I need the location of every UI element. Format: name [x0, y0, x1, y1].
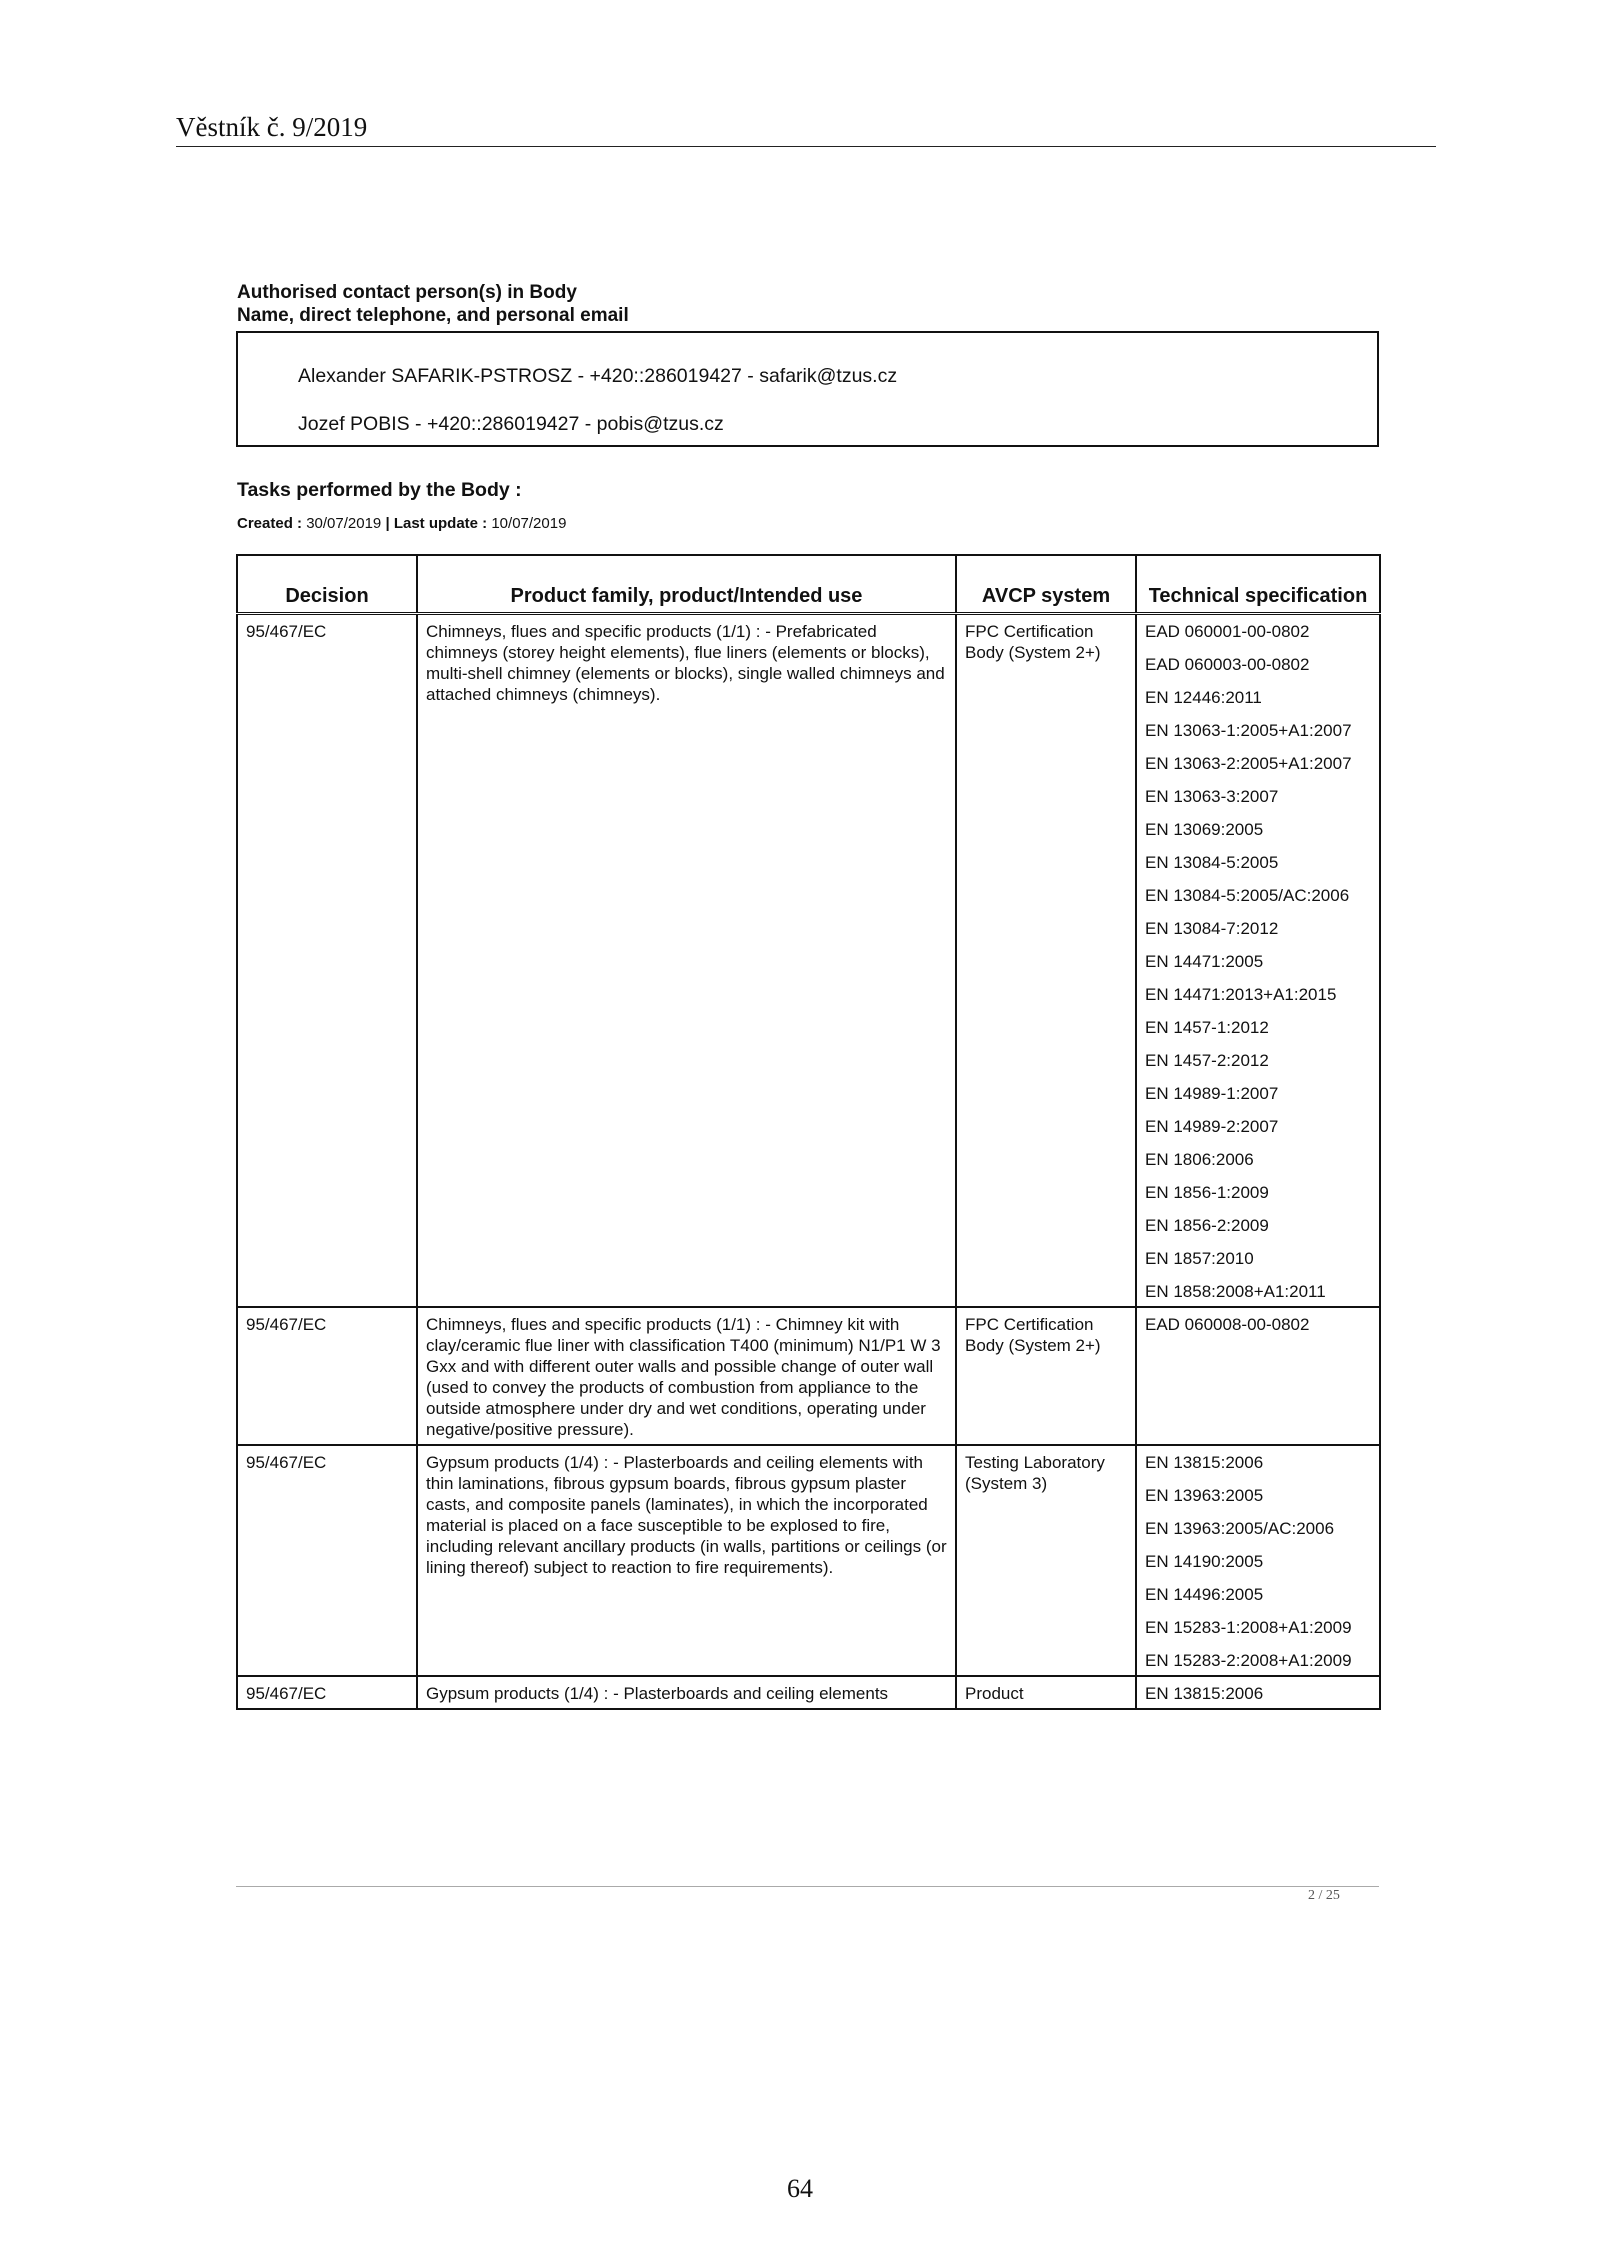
decision-cell: 95/467/EC — [237, 1307, 417, 1445]
specification-item: EN 1806:2006 — [1145, 1150, 1254, 1169]
table-header-row — [237, 555, 1380, 614]
specification-item: EN 13063-2:2005+A1:2007 — [1145, 754, 1352, 773]
column-header-technical-specification: Technical specification — [1136, 555, 1380, 614]
specification-item: EN 13815:2006 — [1145, 1453, 1264, 1472]
tasks-table — [236, 554, 1381, 1710]
created-label: Created : — [237, 515, 303, 532]
specification-item: EN 13063-1:2005+A1:2007 — [1145, 721, 1352, 740]
specification-cell — [1136, 1307, 1380, 1445]
specification-item: EN 14989-2:2007 — [1145, 1117, 1279, 1136]
contact-person-2: Jozef POBIS - +420::286019427 - pobis@tzus.cz — [298, 413, 724, 435]
avcp-cell: Product — [956, 1676, 1136, 1709]
decision-cell: 95/467/EC — [237, 1445, 417, 1676]
specification-item: EN 13084-5:2005 — [1145, 853, 1279, 872]
specification-item: EN 13069:2005 — [1145, 820, 1264, 839]
specification-item: EN 14471:2005 — [1145, 952, 1264, 971]
specification-item: EN 1457-1:2012 — [1145, 1018, 1269, 1037]
avcp-cell: Testing Laboratory (System 3) — [956, 1445, 1136, 1676]
last-update-date: 10/07/2019 — [491, 515, 567, 532]
specification-item: EN 14989-1:2007 — [1145, 1084, 1279, 1103]
column-header-product: Product family, product/Intended use — [417, 555, 956, 614]
specification-item: EN 1457-2:2012 — [1145, 1051, 1269, 1070]
specification-item: EN 15283-2:2008+A1:2009 — [1145, 1651, 1352, 1670]
specification-item: EAD 060001-00-0802 — [1145, 622, 1310, 641]
inner-page-counter: 2 / 25 — [1308, 1888, 1340, 1903]
table-row — [237, 614, 1380, 1308]
specification-item: EN 1857:2010 — [1145, 1249, 1254, 1268]
decision-cell: 95/467/EC — [237, 1676, 417, 1709]
product-cell: Gypsum products (1/4) : - Plasterboards and ceiling elements with thin laminations, fibrous gypsum boards, fibrous gypsum plaster casts, and composite panels (laminates), in which the incorporated material is placed on a face susceptible to be explosed to fire, including relevant ancillary products (in walls, partitions or ceilings (or lining thereof) subject to reaction to fire requirements). — [417, 1445, 956, 1676]
specification-item: EN 14496:2005 — [1145, 1585, 1264, 1604]
column-header-decision: Decision — [237, 555, 417, 614]
specification-item: EN 1858:2008+A1:2011 — [1145, 1282, 1326, 1301]
specification-item: EN 15283-1:2008+A1:2009 — [1145, 1618, 1352, 1637]
specification-item: EAD 060008-00-0802 — [1145, 1315, 1310, 1334]
specification-item: EN 13063-3:2007 — [1145, 787, 1279, 806]
specification-item: EN 12446:2011 — [1145, 688, 1262, 707]
specification-item: EAD 060003-00-0802 — [1145, 655, 1310, 674]
tasks-heading: Tasks performed by the Body : — [237, 479, 522, 501]
decision-cell: 95/467/EC — [237, 614, 417, 1308]
column-header-avcp: AVCP system — [956, 555, 1136, 614]
running-header-title: Věstník č. 9/2019 — [176, 112, 368, 142]
header-rule — [176, 146, 1436, 147]
table-row — [237, 1676, 1380, 1709]
contacts-heading-line1: Authorised contact person(s) in Body — [237, 282, 577, 303]
meta-separator: | — [385, 515, 390, 532]
tasks-meta — [237, 515, 566, 532]
product-cell: Chimneys, flues and specific products (1/1) : - Chimney kit with clay/ceramic flue liner with classification T400 (minimum) N1/P1 W 3 Gxx and with different outer walls and possible change of outer wall (used to convey the products of combustion from appliance to the outside atmosphere under dry and wet conditions, operating under negative/positive pressure). — [417, 1307, 956, 1445]
specification-cell — [1136, 1676, 1380, 1709]
specification-item: EN 13084-7:2012 — [1145, 919, 1279, 938]
created-date: 30/07/2019 — [306, 515, 382, 532]
avcp-cell: FPC Certification Body (System 2+) — [956, 1307, 1136, 1445]
specification-cell — [1136, 1445, 1380, 1676]
contacts-box — [236, 331, 1379, 447]
contacts-heading — [237, 281, 629, 327]
last-update-label: Last update : — [393, 515, 488, 532]
page-number: 64 — [787, 2174, 813, 2203]
product-cell: Chimneys, flues and specific products (1/1) : - Prefabricated chimneys (storey height elements), flue liners (elements or blocks), multi-shell chimney (elements or blocks), single walled chimneys and attached chimneys (chimneys). — [417, 614, 956, 1308]
specification-item: EN 13963:2005 — [1145, 1486, 1264, 1505]
specification-item: EN 14190:2005 — [1145, 1552, 1264, 1571]
avcp-cell: FPC Certification Body (System 2+) — [956, 614, 1136, 1308]
contact-person-1: Alexander SAFARIK-PSTROSZ - +420::286019427 - safarik@tzus.cz — [298, 365, 898, 387]
specification-item: EN 13084-5:2005/AC:2006 — [1145, 886, 1350, 905]
contacts-heading-line2: Name, direct telephone, and personal email — [237, 305, 629, 326]
specification-item: EN 13963:2005/AC:2006 — [1145, 1519, 1335, 1538]
specification-item: EN 1856-2:2009 — [1145, 1216, 1269, 1235]
product-cell: Gypsum products (1/4) : - Plasterboards and ceiling elements — [417, 1676, 956, 1709]
table-row — [237, 1445, 1380, 1676]
specification-item: EN 1856-1:2009 — [1145, 1183, 1269, 1202]
specification-cell — [1136, 614, 1380, 1308]
table-row — [237, 1307, 1380, 1445]
specification-item: EN 13815:2006 — [1145, 1684, 1264, 1703]
specification-item: EN 14471:2013+A1:2015 — [1145, 985, 1337, 1004]
inner-footer-rule — [236, 1886, 1379, 1887]
